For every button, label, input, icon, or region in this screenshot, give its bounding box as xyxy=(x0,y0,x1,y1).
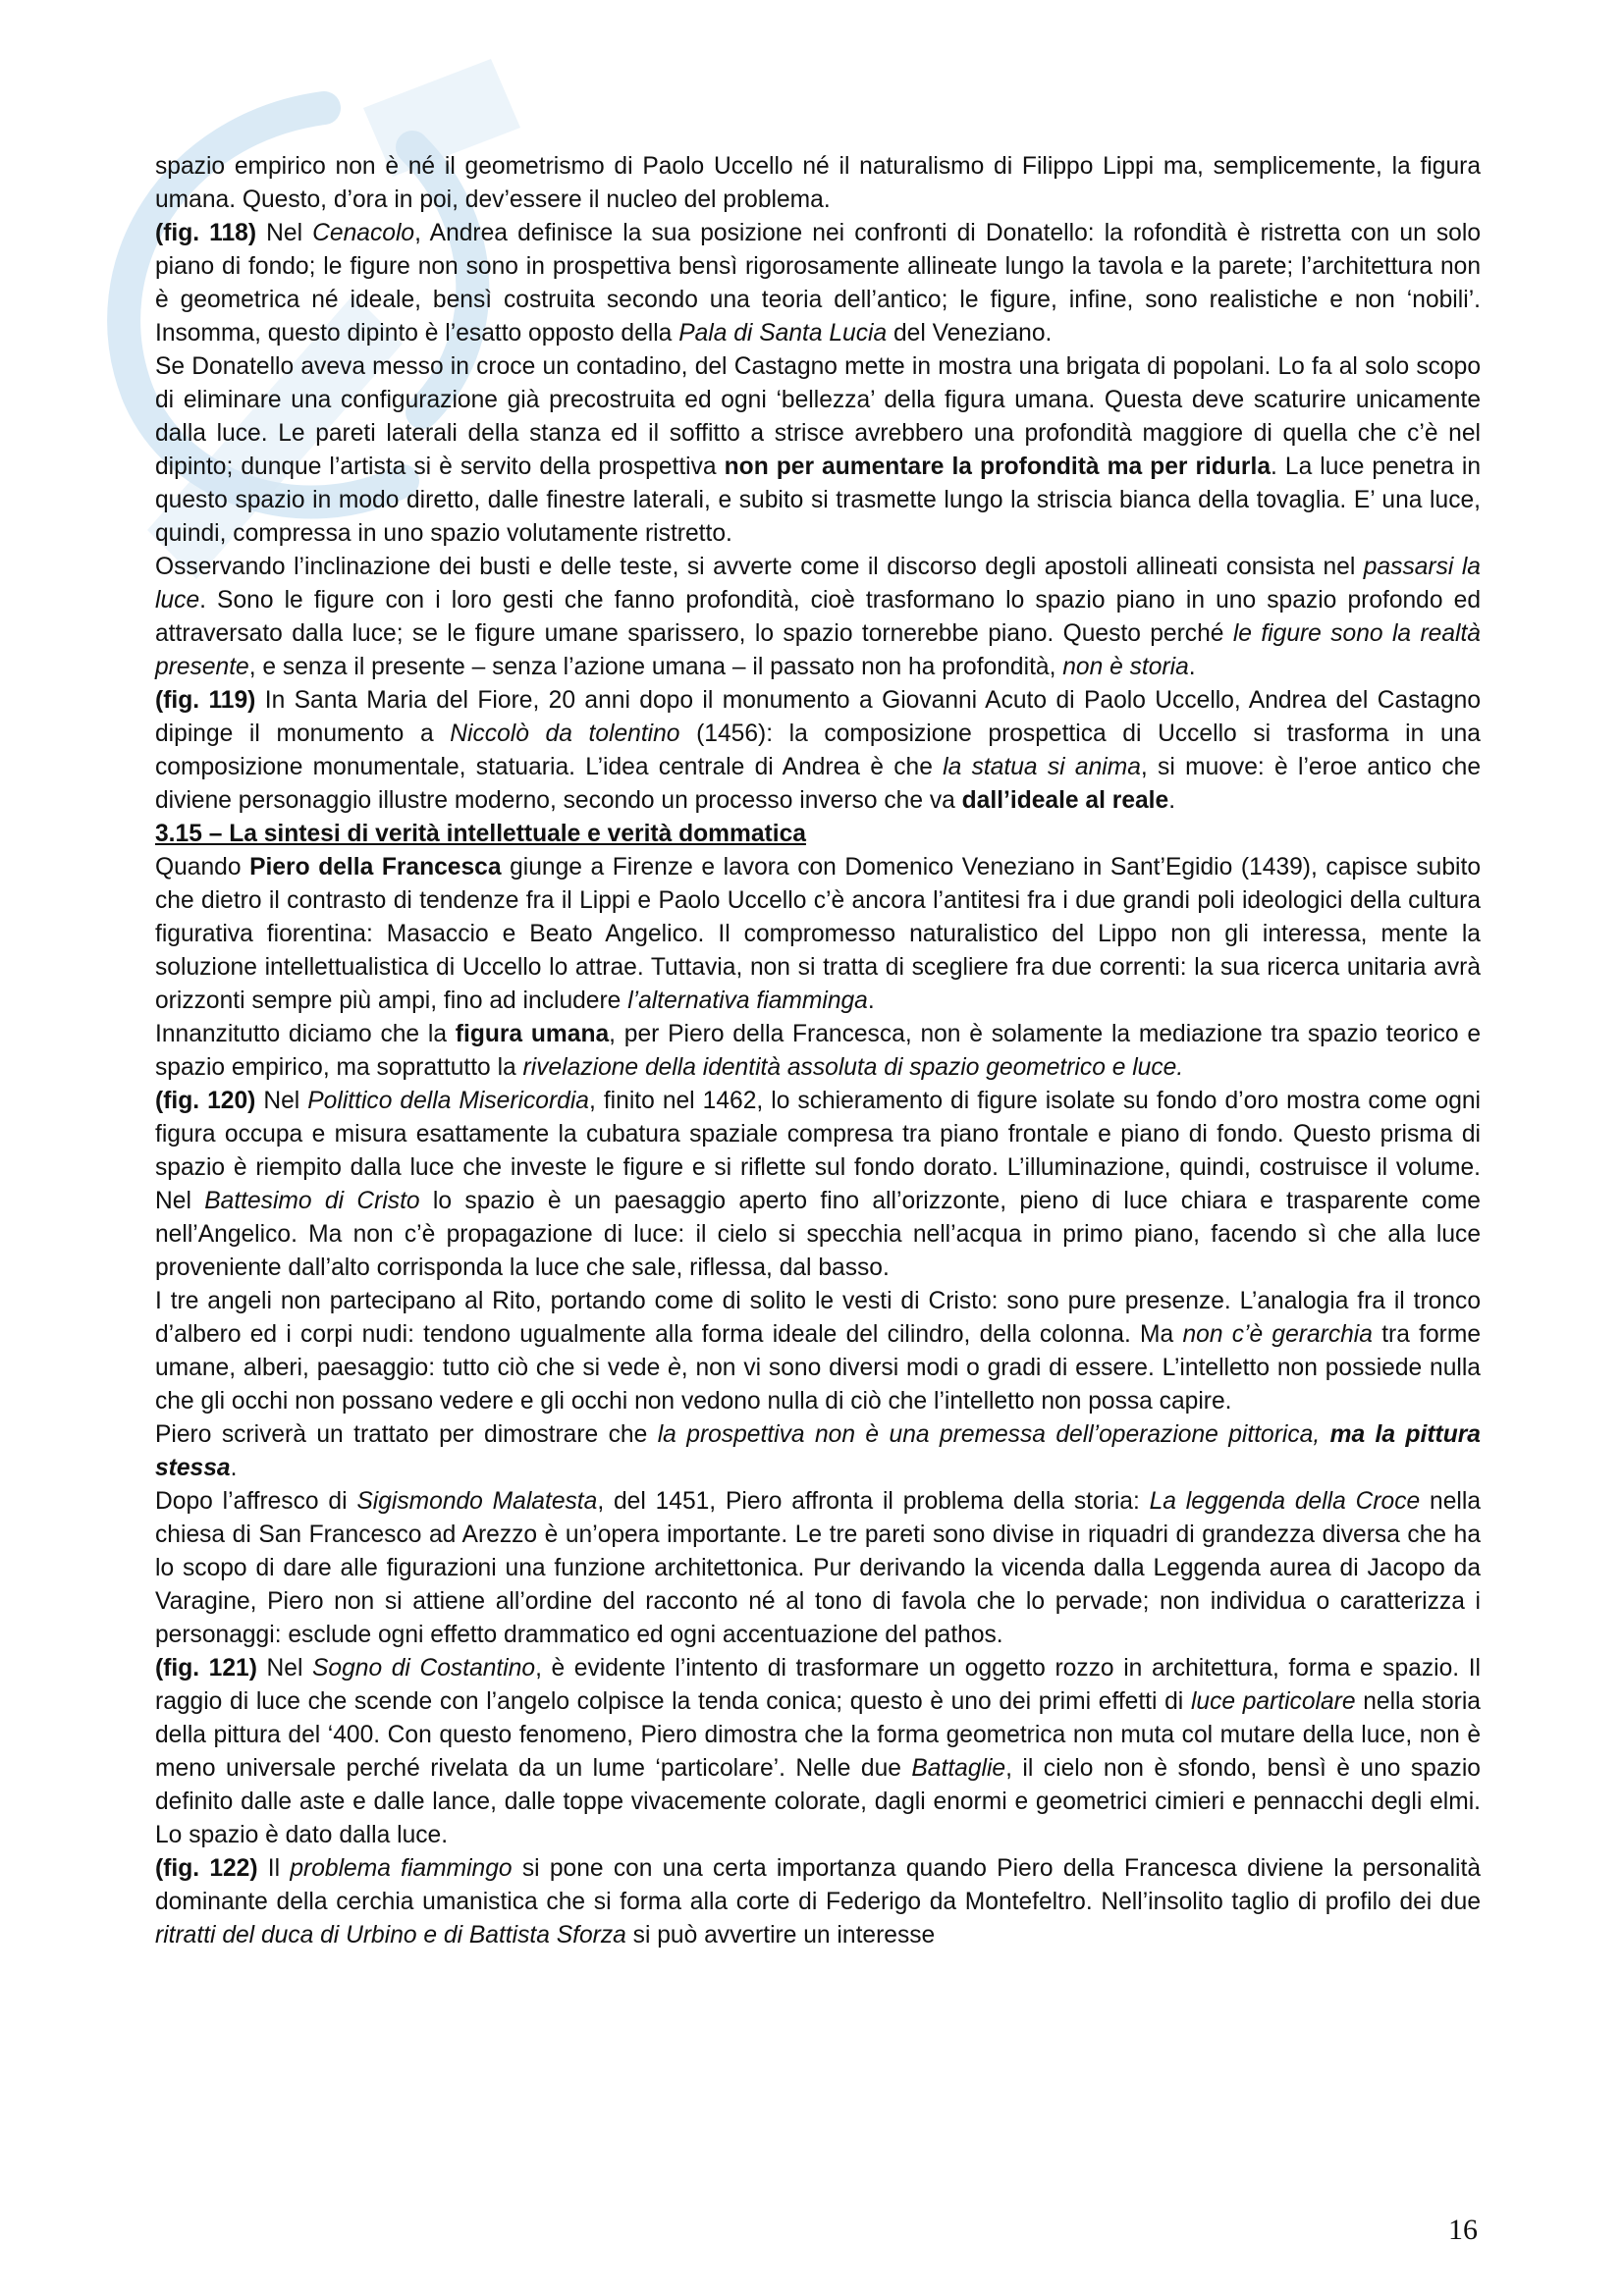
italic-run: luce particolare xyxy=(1190,1688,1356,1715)
text-run: si pone con una certa importanza quando Piero della Francesca diviene la personalità dominante della cerchia umanistica che si forma alla corte di Federigo da Montefeltro. Nell’insolito taglio di profilo dei due xyxy=(155,1855,1482,1915)
text-run: Osservando l’inclinazione dei busti e delle teste, si avverte come il discorso degli apostoli allineati consista nel xyxy=(155,554,1364,580)
italic-run: ritratti del duca di Urbino e di Battista Sforza xyxy=(155,1922,626,1949)
text-run: Quando xyxy=(155,854,250,881)
text-run: . La luce penetra in questo spazio in modo diretto, dalle finestre laterali, e subito si trasmette lungo la striscia bianca della tovaglia. E’ una luce, quindi, compressa in uno spazio volutamente ristretto. xyxy=(155,454,1482,547)
text-run: Nel xyxy=(256,1655,313,1682)
text-run: , del 1451, Piero affronta il problema della storia: xyxy=(597,1488,1150,1515)
text-run: . xyxy=(1188,654,1196,680)
paragraph xyxy=(155,1652,1481,1852)
text-run: , è evidente l’intento di trasformare un oggetto rozzo in architettura, forma e spazio. Il raggio di luce che scende con l’angelo colpisce la tenda conica; questo è uno dei primi effetti di xyxy=(155,1655,1482,1715)
text-run: , si muove: è l’eroe antico che diviene personaggio illustre moderno, secondo un processo inverso che va xyxy=(155,754,1481,814)
italic-run: rivelazione della identità assoluta di spazio geometrico e luce. xyxy=(522,1054,1184,1081)
bold-run: (fig. 121) xyxy=(155,1655,257,1682)
paragraph xyxy=(155,217,1481,350)
italic-run: La leggenda della Croce xyxy=(1149,1488,1421,1515)
italic-run: passarsi la luce xyxy=(155,554,1481,614)
page-number: 16 xyxy=(1448,2214,1478,2246)
text-run: Nel xyxy=(256,220,313,246)
bold-run: dall’ideale al reale xyxy=(961,787,1169,814)
italic-run: Sigismondo Malatesta xyxy=(356,1488,598,1515)
italic-run: Sogno di Costantino xyxy=(312,1655,536,1682)
text-run: . xyxy=(1168,787,1176,814)
paragraph xyxy=(155,1418,1481,1485)
text-run: , finito nel 1462, lo schieramento di figure isolate su fondo d’oro mostra come ogni figura occupa e misura esattamente la cubatura spaziale compresa tra piano frontale e piano di fondo. Questo prisma di spazio è riempito dalla luce che investe le figure e si riflette sul fondo dorato. L’illuminazione, quindi, costruisce il volume. Nel xyxy=(155,1088,1482,1214)
text-run: ma la pittura stessa xyxy=(155,1421,1481,1481)
italic-run: Niccolò da tolentino xyxy=(450,721,680,747)
section-heading: 3.15 – La sintesi di verità intellettuale e verità dommatica xyxy=(155,821,806,847)
paragraph xyxy=(155,1852,1481,1952)
bold-run: figura umana xyxy=(455,1021,610,1047)
italic-run: la statua si anima xyxy=(943,754,1141,780)
italic-run: è xyxy=(668,1355,681,1381)
document-body xyxy=(155,150,1481,1952)
italic-run: le figure sono la realtà presente xyxy=(155,620,1481,680)
paragraph xyxy=(155,1485,1481,1652)
text-run: , per Piero della Francesca, non è solamente la mediazione tra spazio teorico e spazio empirico, ma soprattutto la xyxy=(155,1021,1482,1081)
text-run: si può avvertire un interesse xyxy=(625,1922,936,1949)
bold-run: (fig. 122) xyxy=(155,1855,258,1882)
text-run: (1456): la composizione prospettica di Uccello si trasforma in una composizione monumentale, statuaria. L’idea centrale di Andrea è che xyxy=(155,721,1481,780)
text-run: Dopo l’affresco di xyxy=(155,1488,357,1515)
italic-run: Battesimo di Cristo xyxy=(204,1188,420,1214)
text-run: Il xyxy=(257,1855,291,1882)
paragraph xyxy=(155,1018,1481,1085)
text-run: I tre angeli non partecipano al Rito, portando come di solito le vesti di Cristo: sono pure presenze. L’analogia fra il tronco d’albero ed i corpi nudi: tendono ugualmente alla forma ideale del cilindro, della colonna. Ma xyxy=(155,1288,1481,1348)
text-run: , non vi sono diversi modi o gradi di essere. L’intelletto non possiede nulla che gli occhi non possano vedere e gli occhi non vedono nulla di ciò che l’intelletto non possa capire. xyxy=(155,1355,1481,1415)
paragraph xyxy=(155,350,1481,551)
paragraph xyxy=(155,851,1481,1018)
text-run: giunge a Firenze e lavora con Domenico Veneziano in Sant’Egidio (1439), capisce subito che dietro il contrasto di tendenze fra il Lippi e Paolo Uccello c’è ancora l’antitesi fra i due grandi poli ideologici della cultura figurativa fiorentina: Masaccio e Beato Angelico. Il compromesso naturalistico del Lippo non gli interessa, mente la soluzione intellettualistica di Uccello lo attrae. Tuttavia, non si tratta di scegliere fra due correnti: la sua ricerca unitaria avrà orizzonti sempre più ampi, fino ad includere xyxy=(155,854,1482,1014)
bold-run: Piero della Francesca xyxy=(249,854,502,881)
text-run: spazio empirico non è né il geometrismo di Paolo Uccello né il naturalismo di Filippo Lippi ma, semplicemente, la figura umana. Questo, d’ora in poi, dev’essere il nucleo del problema. xyxy=(155,153,1481,213)
italic-run: non c’è gerarchia xyxy=(1182,1321,1373,1348)
text-run: . xyxy=(867,988,875,1014)
italic-run: Pala di Santa Lucia xyxy=(678,320,888,347)
text-run: Innanzitutto diciamo che la xyxy=(155,1021,456,1047)
text-run: Se Donatello aveva messo in croce un contadino, del Castagno mette in mostra una brigata di popolani. Lo fa al solo scopo di eliminare una configurazione già precostruita ed ogni ‘bellezza’ della figura umana. Questa deve scaturire unicamente dalla luce. Le pareti laterali della stanza ed il soffitto a strisce avrebbero una profondità maggiore di quella che c’è nel dipinto; dunque l’artista si è servito della prospettiva xyxy=(155,353,1481,480)
italic-run: l’alternativa fiamminga xyxy=(627,988,868,1014)
paragraph xyxy=(155,150,1481,217)
text-run: . Sono le figure con i loro gesti che fanno profondità, cioè trasformano lo spazio piano in uno spazio profondo ed attraversato dalla luce; se le figure umane sparissero, lo spazio tornerebbe piano. Questo perché xyxy=(155,587,1481,647)
text-run: Piero scriverà un trattato per dimostrare che xyxy=(155,1421,658,1448)
bold-run: (fig. 118) xyxy=(155,220,257,246)
text-run: tra forme umane, alberi, paesaggio: tutto ciò che si vede xyxy=(155,1321,1481,1381)
text-run: del Veneziano. xyxy=(887,320,1053,347)
text-run: , Andrea definisce la sua posizione nei confronti di Donatello: la rofondità è ristretta con un solo piano di fondo; le figure non sono in prospettiva bensì rigorosamente allineate lungo la tavola e la parete; l’architettura non è geometrica né ideale, bensì costruita secondo una teoria dell’antico; le figure, infine, sono realistiche e non ‘nobili’. Insomma, questo dipinto è l’esatto opposto della xyxy=(155,220,1481,347)
bold-run: non per aumentare la profondità ma per ridurla xyxy=(724,454,1271,480)
bold-run: (fig. 120) xyxy=(155,1088,256,1114)
text-run: nella chiesa di San Francesco ad Arezzo è un’opera importante. Le tre pareti sono divise in riquadri di grandezza diversa che ha lo scopo di dare alle figurazioni una funzione architettonica. Pur derivando la vicenda dalla Leggenda aurea di Jacopo da Varagine, Piero non si attiene all’ordine del racconto né al tono di favola che lo pervade; non individua o caratterizza i personaggi: esclude ogni effetto drammatico ed ogni accentuazione del pathos. xyxy=(155,1488,1481,1648)
italic-run: Cenacolo xyxy=(312,220,415,246)
text-run: . xyxy=(230,1455,238,1481)
italic-run: non è storia xyxy=(1062,654,1189,680)
text-run: Nel xyxy=(255,1088,308,1114)
paragraph xyxy=(155,1285,1481,1418)
text-run: , il cielo non è sfondo, bensì è uno spazio definito dalle aste e dalle lance, dalle toppe vivacemente colorate, dagli enormi e geometrici cimieri e pennacchi degli elmi. Lo spazio è dato dalla luce. xyxy=(155,1755,1481,1848)
italic-run: la prospettiva non è una premessa dell’operazione pittorica, xyxy=(657,1421,1330,1448)
italic-run: problema fiammingo xyxy=(290,1855,513,1882)
text-run: In Santa Maria del Fiore, 20 anni dopo il monumento a Giovanni Acuto di Paolo Uccello, Andrea del Castagno dipinge il monumento a xyxy=(155,687,1481,747)
paragraph xyxy=(155,1085,1481,1285)
text-run: , e senza il presente – senza l’azione umana – il passato non ha profondità, xyxy=(248,654,1063,680)
bold-run: (fig. 119) xyxy=(155,687,256,714)
text-run: nella storia della pittura del ‘400. Con questo fenomeno, Piero dimostra che la forma geometrica non muta col mutare della luce, non è meno universale perché rivelata da un lume ‘particolare’. Nelle due xyxy=(155,1688,1481,1782)
paragraph xyxy=(155,551,1481,684)
italic-run: Battaglie xyxy=(911,1755,1006,1782)
text-run: lo spazio è un paesaggio aperto fino all’orizzonte, pieno di luce chiara e trasparente come nell’Angelico. Ma non c’è propagazione di luce: il cielo si specchia nell’acqua in primo piano, facendo sì che alla luce proveniente dall’alto corrisponda la luce che sale, riflessa, dal basso. xyxy=(155,1188,1481,1281)
italic-run: Polittico della Misericordia xyxy=(307,1088,589,1114)
paragraph xyxy=(155,684,1481,818)
